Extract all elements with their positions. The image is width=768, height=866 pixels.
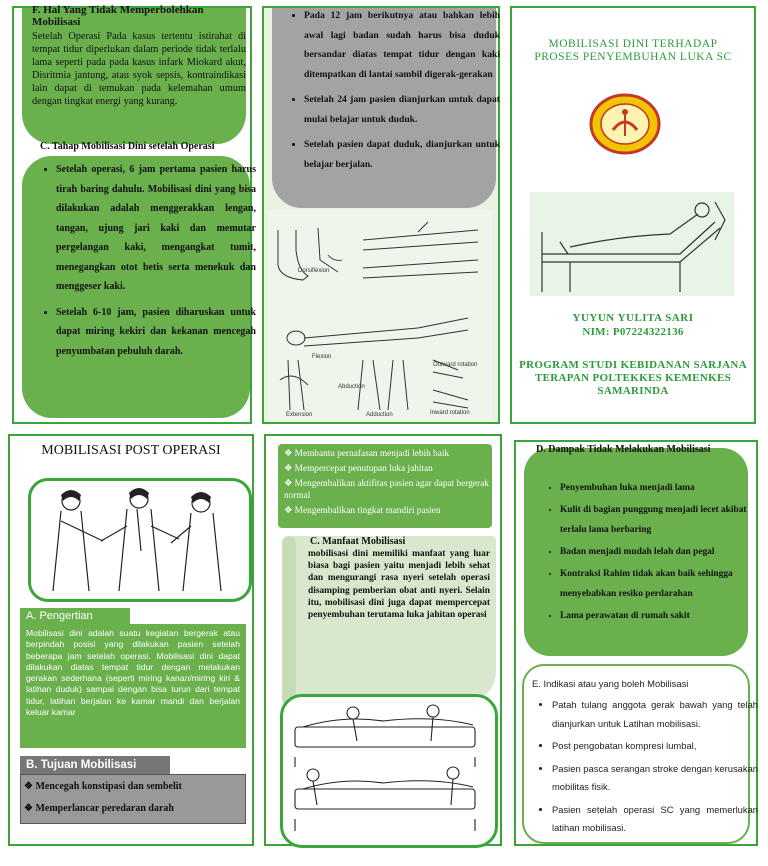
benefit-text: Membantu pernafasan menjadi lebih baik bbox=[294, 449, 450, 459]
section-d-heading: D. Dampak Tidak Melakukan Mobilisasi bbox=[536, 444, 711, 455]
extension-label: Extension bbox=[286, 412, 313, 418]
list-item: • Kulit di bagian punggung menjadi lecet akibat terlalu lama berbaring bbox=[560, 500, 748, 540]
panel-bottom-left bbox=[8, 434, 254, 846]
nurses-illustration bbox=[28, 478, 252, 602]
diamond-bullet-icon: ❖ bbox=[24, 781, 36, 792]
impact-list bbox=[542, 478, 748, 632]
section-a-body: Mobilisasi dini adalah suatu kegiatan bergerak atau berpindah posisi yang dilakukan pasien setelah beberapa jam setelah operasi. Mobilisasi dini dapat dilakukan diatas tempat tidur dengan melakukan gerakan sederhana (seperti miring kanan/miring kiri & latihan duduk) sampai dengan bisa turun dari tempat tidur, latihan berjalan ke kamar mandi dan berjalan keluar kamar bbox=[20, 624, 246, 748]
inward-rotation-label: Inward rotation bbox=[430, 410, 470, 416]
section-e-heading: E. Indikasi atau yang boleh Mobilisasi bbox=[532, 678, 689, 689]
dorsiflexion-label: Dorsiflexion bbox=[298, 268, 330, 274]
panel-bottom-middle bbox=[264, 434, 502, 846]
list-item: • Setelah operasi, 6 jam pertama pasien harus tirah baring dahulu. Mobilisasi dini yang bisa dilakukan adalah menggerakkan lengan, tangan, ujung jari kaki dan memutar pergelangan kaki, mengangkat tumit, menegangkan otot betis serta menekuk dan menggeser kaki. bbox=[56, 160, 256, 297]
list-item: • Pasien setelah operasi SC yang memerlukan latihan mobilisasi. bbox=[552, 801, 758, 838]
section-f-body: Setelah Operasi Pada kasus tertentu istirahat di tempat tidur diperlukan dalam periode tidak terlalu lama seperti pada pada kasus infark Miokard akut, Disritmia jantung, atau syok sepsis, kontraindikasi lain dapat di temukan pada kelemahan umum dengan tingkat energi yang kurang. bbox=[32, 31, 246, 107]
list-item: • Lama perawatan di rumah sakit bbox=[560, 606, 748, 626]
exercise-illustration bbox=[268, 210, 492, 420]
diamond-bullet-icon: ❖ bbox=[284, 464, 295, 474]
scroll-curl bbox=[282, 536, 296, 706]
outward-rotation-label: Outward rotation bbox=[433, 362, 478, 368]
list-item: • Post pengobatan kompresi lumbal, bbox=[552, 737, 758, 756]
brochure-title: MOBILISASI DINI TERHADAP PROSES PENYEMBUHAN LUKA SC bbox=[534, 38, 732, 63]
indication-list bbox=[534, 696, 758, 844]
range-of-motion-drawing bbox=[268, 210, 492, 420]
list-item: • Badan menjadi mudah lelah dan pegal bbox=[560, 542, 748, 562]
patient-bed-illustration bbox=[530, 192, 734, 296]
abduction-label: Abduction bbox=[338, 384, 365, 390]
list-item bbox=[284, 448, 490, 460]
list-item bbox=[284, 478, 490, 502]
panel-top-middle bbox=[262, 6, 500, 424]
diamond-bullet-icon: ❖ bbox=[284, 479, 295, 489]
goal-text: Memperlancar peredaran darah bbox=[35, 803, 174, 814]
stages-list bbox=[38, 160, 256, 367]
list-item: • Setelah 24 jam pasien dianjurkan untuk dapat mulai belajar untuk duduk. bbox=[304, 90, 500, 129]
list-item: • Pada 12 jam berikutnya atau bahkan lebih awal lagi badan sudah harus bisa duduk bersandar diatas tempat tidur dengan kaki ditempatkan di lantai sambil digerak-gerakan bbox=[304, 6, 500, 84]
stages-continued-list bbox=[286, 6, 500, 206]
list-item: • Pasien pasca serangan stroke dengan kerusakan mobilitas fisik. bbox=[552, 760, 758, 797]
list-item bbox=[24, 798, 240, 820]
list-item: • Setelah 6-10 jam, pasien diharuskan untuk dapat miring kekiri dan kekanan mencegah penyumbatan pebuluh darah. bbox=[56, 303, 256, 362]
section-c-body: mobilisasi dini memiliki manfaat yang luar biasa bagi pasien yaitu menjadi lebih sehat dan mengurangi rasa nyeri setelah operasi disamping pemberian obat anti nyeri. Selain itu, mobilisasi dini juga dapat mempercepat penyembuhan terutama luka jahitan operasi bbox=[308, 549, 490, 621]
benefit-text: Mempercepat penutupan luka jahitan bbox=[294, 464, 433, 474]
diamond-bullet-icon: ❖ bbox=[284, 449, 295, 459]
list-item bbox=[284, 463, 490, 475]
section-c-heading: C. Manfaat Mobilisasi bbox=[310, 536, 406, 547]
benefit-text: Mengembalikan tingkat mandiri pasien bbox=[294, 506, 441, 516]
goals-list bbox=[24, 776, 240, 820]
institution-logo bbox=[588, 92, 662, 156]
panel-cover bbox=[510, 6, 756, 424]
section-a-heading: A. Pengertian bbox=[20, 608, 130, 624]
program-name: PROGRAM STUDI KEBIDANAN SARJANA TERAPAN POLTEKKES KEMENKES SAMARINDA bbox=[519, 359, 747, 397]
benefits-list bbox=[284, 448, 490, 517]
author-nim: NIM: P07224322136 bbox=[582, 326, 684, 338]
inner-title: MOBILISASI POST OPERASI bbox=[41, 443, 221, 458]
section-b-heading: B. Tujuan Mobilisasi bbox=[20, 756, 170, 774]
author-name: YUYUN YULITA SARI bbox=[572, 312, 694, 324]
list-item: • Patah tulang anggota gerak bawah yang telah dianjurkan untuk Latihan mobilisasi. bbox=[552, 696, 758, 733]
list-item bbox=[24, 776, 240, 798]
section-c-heading: C. Tahap Mobilisasi Dini setelah Operasi bbox=[40, 141, 215, 152]
diamond-bullet-icon: ❖ bbox=[24, 803, 36, 814]
list-item: • Kontraksi Rahim tidak akan baik sehingga menyebabkan resiko perdarahan bbox=[560, 564, 748, 604]
adduction-label: Adduction bbox=[366, 412, 393, 418]
diamond-bullet-icon: ❖ bbox=[284, 506, 295, 516]
panel-bottom-right bbox=[514, 440, 758, 846]
bed-exercise-illustration bbox=[280, 694, 498, 848]
flexion-label: Flexion bbox=[312, 354, 332, 360]
list-item bbox=[284, 505, 490, 517]
panel-top-left bbox=[12, 4, 256, 424]
section-f-heading: F. Hal Yang Tidak Memperbolehkan Mobilisasi bbox=[32, 4, 204, 28]
list-item: • Setelah pasien dapat duduk, dianjurkan untuk belajar berjalan. bbox=[304, 135, 500, 174]
benefit-text: Mengembalikan aktifitas pasien agar dapat bergerak normal bbox=[284, 479, 489, 501]
goal-text: Mencegah konstipasi dan sembelit bbox=[35, 781, 182, 792]
list-item: • Penyembuhan luka menjadi lama bbox=[560, 478, 748, 498]
